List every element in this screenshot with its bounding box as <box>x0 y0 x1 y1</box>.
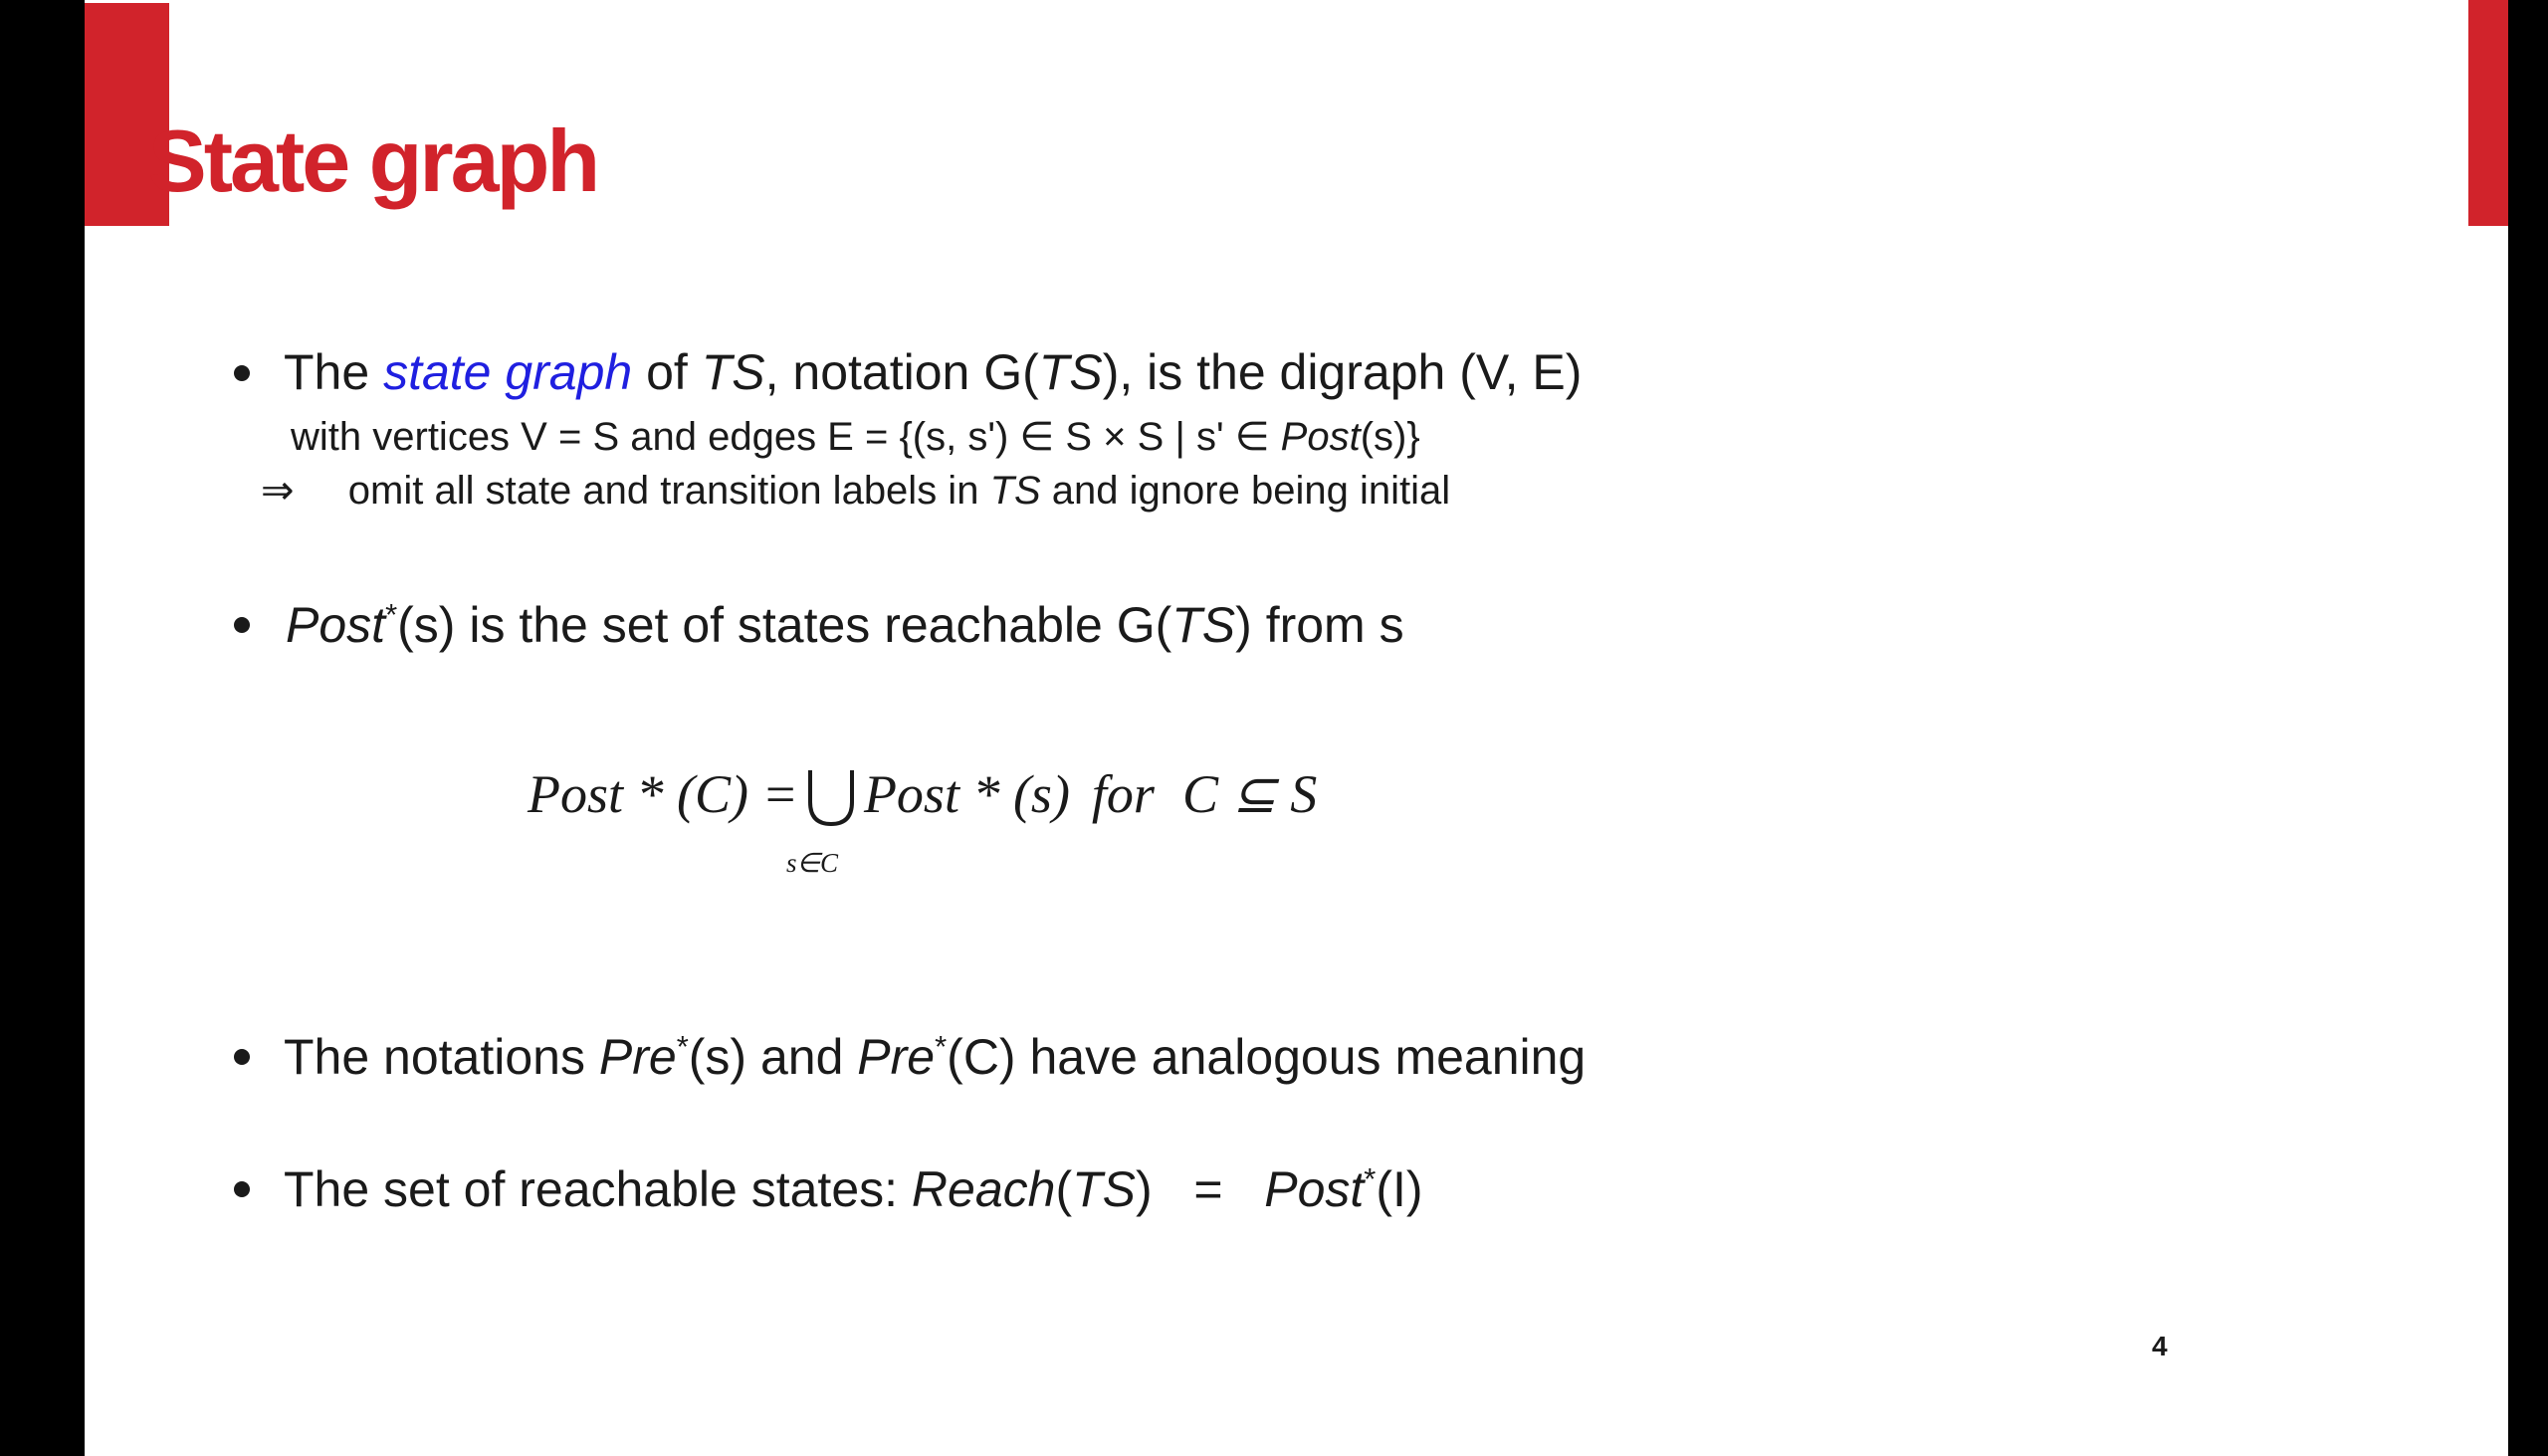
star-superscript: * <box>385 597 398 632</box>
ts-symbol: TS <box>1072 1161 1137 1218</box>
bullet-dot-1 <box>234 365 250 381</box>
text-span: (s) is the set of states reachable G( <box>397 597 1172 654</box>
text-span: The <box>284 344 384 400</box>
text-span: omit all state and transition labels in <box>347 469 990 513</box>
text-span: of <box>632 344 702 400</box>
page-number: 4 <box>2152 1331 2168 1361</box>
implication-line <box>261 471 1450 511</box>
text-span: ) from s <box>1235 597 1404 654</box>
formula-lhs: Post * (C) = <box>528 764 798 824</box>
slide <box>85 0 2508 1456</box>
bullet-dot-4 <box>234 1181 250 1197</box>
reach-symbol: Reach <box>911 1161 1056 1218</box>
pre-symbol: Pre <box>598 1029 677 1086</box>
formula-rhs: Post * (s) <box>863 764 1070 824</box>
text-span: (C) have analogous meaning <box>947 1029 1587 1086</box>
ts-symbol: TS <box>1038 344 1103 400</box>
text-span: (s)} <box>1360 415 1420 459</box>
star-superscript: * <box>1364 1161 1377 1196</box>
edges-definition <box>291 417 1420 457</box>
big-union-icon <box>802 766 860 826</box>
text-span: , notation G( <box>764 344 1039 400</box>
text-span: ), is the digraph (V, E) <box>1102 344 1583 400</box>
bullet-3-text <box>284 1029 1587 1086</box>
ts-symbol: TS <box>701 344 765 400</box>
post-symbol: Post <box>1264 1161 1365 1218</box>
formula-for: for <box>1091 764 1155 824</box>
bullet-2-text <box>286 597 1404 654</box>
star-superscript: * <box>676 1029 689 1064</box>
post-star-formula <box>528 766 1317 826</box>
bullet-dot-3 <box>234 1049 250 1065</box>
post-symbol: Post <box>286 597 386 654</box>
text-span: ( <box>1055 1161 1073 1218</box>
term-state-graph: state graph <box>383 344 633 400</box>
ts-symbol: TS <box>1171 597 1236 654</box>
text-span: (I) <box>1376 1161 1423 1218</box>
bullet-dot-2 <box>234 617 250 633</box>
text-span: The notations <box>284 1029 599 1086</box>
bullet-4-text <box>284 1161 1423 1218</box>
text-span: and ignore being initial <box>1040 469 1451 513</box>
pre-symbol: Pre <box>857 1029 936 1086</box>
implies-arrow-icon: ⇒ <box>261 469 295 513</box>
text-span: with vertices V = S and edges E = {(s, s') ∈ S × S | s' ∈ <box>291 415 1281 459</box>
accent-bar-right <box>2468 0 2508 226</box>
text-span: (s) and <box>688 1029 858 1086</box>
bullet-1-text <box>284 344 1583 400</box>
star-superscript: * <box>935 1029 948 1064</box>
post-symbol: Post <box>1280 415 1361 459</box>
formula-subset: C ⊆ S <box>1181 764 1318 824</box>
union-subscript: s∈C <box>786 848 839 878</box>
ts-symbol: TS <box>989 469 1041 513</box>
text-span: ) = <box>1136 1161 1265 1218</box>
text-span: The set of reachable states: <box>284 1161 912 1218</box>
slide-title: State graph <box>148 111 598 210</box>
